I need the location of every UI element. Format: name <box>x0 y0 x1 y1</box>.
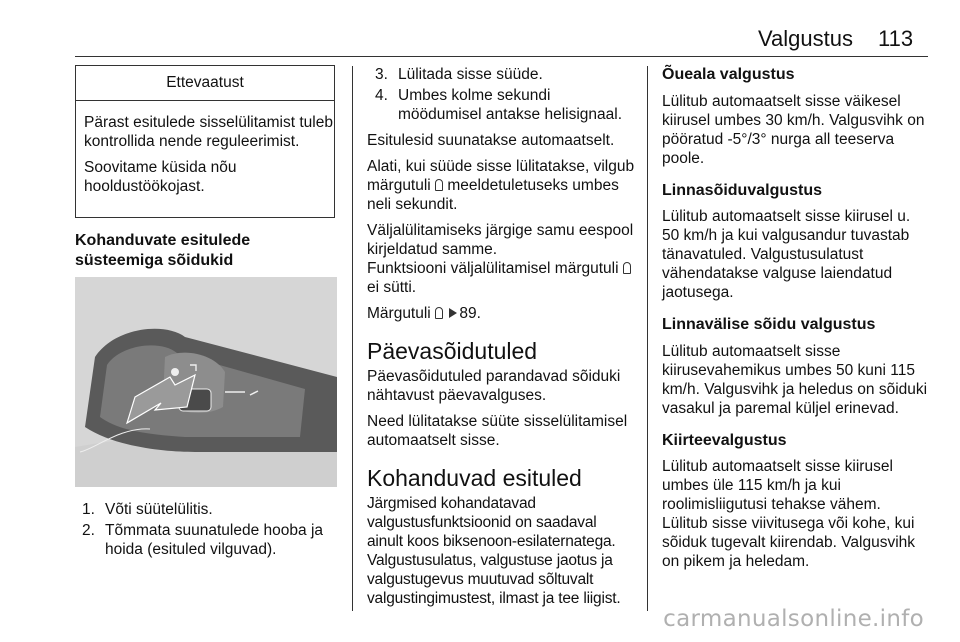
figure-light-switch-lever <box>75 277 337 487</box>
list-item: 4. Umbes kolme sekundi möödumisel antakse helisignaal. <box>375 87 623 123</box>
paragraph-off: Väljalülitamiseks järgige samu eespool kirjeldatud samme. <box>367 222 634 258</box>
section-heading-city: Linnasõiduvalgustus <box>662 181 823 199</box>
page-number: 113 <box>878 26 914 51</box>
warning-title: Ettevaatust <box>76 66 334 101</box>
headlight-indicator-icon <box>435 307 443 319</box>
page-reference-arrow-icon <box>449 308 457 318</box>
headlight-indicator-icon <box>623 262 631 274</box>
paragraph-city: Lülitub automaatselt sisse kiirusel u. 50 km/h ja kui valgusandur tuvastab tänavatuled. Valgustusulatust vähendatakse valguse laiendatud jaotusega. <box>662 208 911 301</box>
warning-text-1: Pärast esitulede sisselülitamist tuleb kontrollida nende reguleerimist. <box>84 114 333 150</box>
section-heading-drl: Päevasõidutuled <box>367 338 538 364</box>
running-header-title: Valgustus <box>758 26 853 51</box>
headlight-indicator-icon <box>435 179 443 191</box>
column-3 <box>662 65 930 571</box>
steps-list-2 <box>367 65 635 124</box>
section-heading-adaptive-vehicles: Kohanduvate esitulede süsteemiga sõidukid <box>75 232 251 269</box>
list-item: 1. Võti süütelülitis. <box>82 501 213 518</box>
paragraph-town: Lülitub automaatselt sisse väikesel kiirusel umbes 30 km/h. Valgusvihk on pööratud -5°/3° nurga all teeserva poole. <box>662 92 925 167</box>
paragraph-adaptive: Järgmised kohandatavad valgustusfunktsioonid on saadaval ainult koos biksenoon-esilaternatega. Valgustusulatus, valgustuse jaotus ja valgustugevus muutuvad sõltuvalt valgustingimustest, ilmast ja tee liigist. <box>367 495 621 607</box>
paragraph-drl-1: Päevasõidutuled parandavad sõiduki nähtavust päevavalguses. <box>367 368 621 404</box>
paragraph-motorway: Lülitub automaatselt sisse kiirusel umbes üle 115 km/h ja kui roolimisliigutusi tehakse vähem. Lülitub sisse viivitusega või kohe, kui sõiduk tugevalt kiirendab. Valgusvihk on pikem ja heledam. <box>662 458 916 570</box>
column-divider-1 <box>352 66 353 611</box>
page-reference-link[interactable]: 89. <box>459 305 481 322</box>
column-divider-2 <box>647 66 648 611</box>
section-heading-motorway: Kiirteevalgustus <box>662 431 787 449</box>
paragraph-off-2: Funktsiooni väljalülitamisel märgutuli ei sütti. <box>367 259 635 297</box>
steps-list-1 <box>82 500 337 559</box>
warning-box <box>75 65 335 218</box>
warning-text-2: Soovitame küsida nõu hooldustöökojast. <box>84 159 237 195</box>
paragraph-country: Lülitub automaatselt sisse kiirusevahemikus umbes 50 kuni 115 km/h. Valgusvihk ja heledus on sõiduki vasakul ja paremal küljel erinevad. <box>662 342 928 417</box>
section-heading-adaptive: Kohanduvad esituled <box>367 465 582 491</box>
light-lever-illustration <box>75 277 337 487</box>
section-heading-country: Linnavälise sõidu valgustus <box>662 316 876 333</box>
paragraph-auto: Esitulesid suunatakse automaatselt. <box>367 132 615 149</box>
paragraph-indicator: Alati, kui süüde sisse lülitatakse, vilgub märgutuli meeldetuletuseks umbes neli sekundit. <box>367 158 635 213</box>
paragraph-drl-2: Need lülitatakse süüte sisselülitamisel automaatselt sisse. <box>367 413 628 449</box>
list-item: 3. Lülitada sisse süüde. <box>375 66 543 83</box>
section-heading-town: Õueala valgustus <box>662 66 795 83</box>
paragraph-reference: Märgutuli 89. <box>367 305 481 322</box>
column-2 <box>367 65 635 608</box>
list-item: 2. Tõmmata suunatulede hooba ja hoida (esituled vilguvad). <box>82 522 324 558</box>
watermark-text: carmanualsonline.info <box>663 606 924 632</box>
header-rule <box>75 56 928 57</box>
